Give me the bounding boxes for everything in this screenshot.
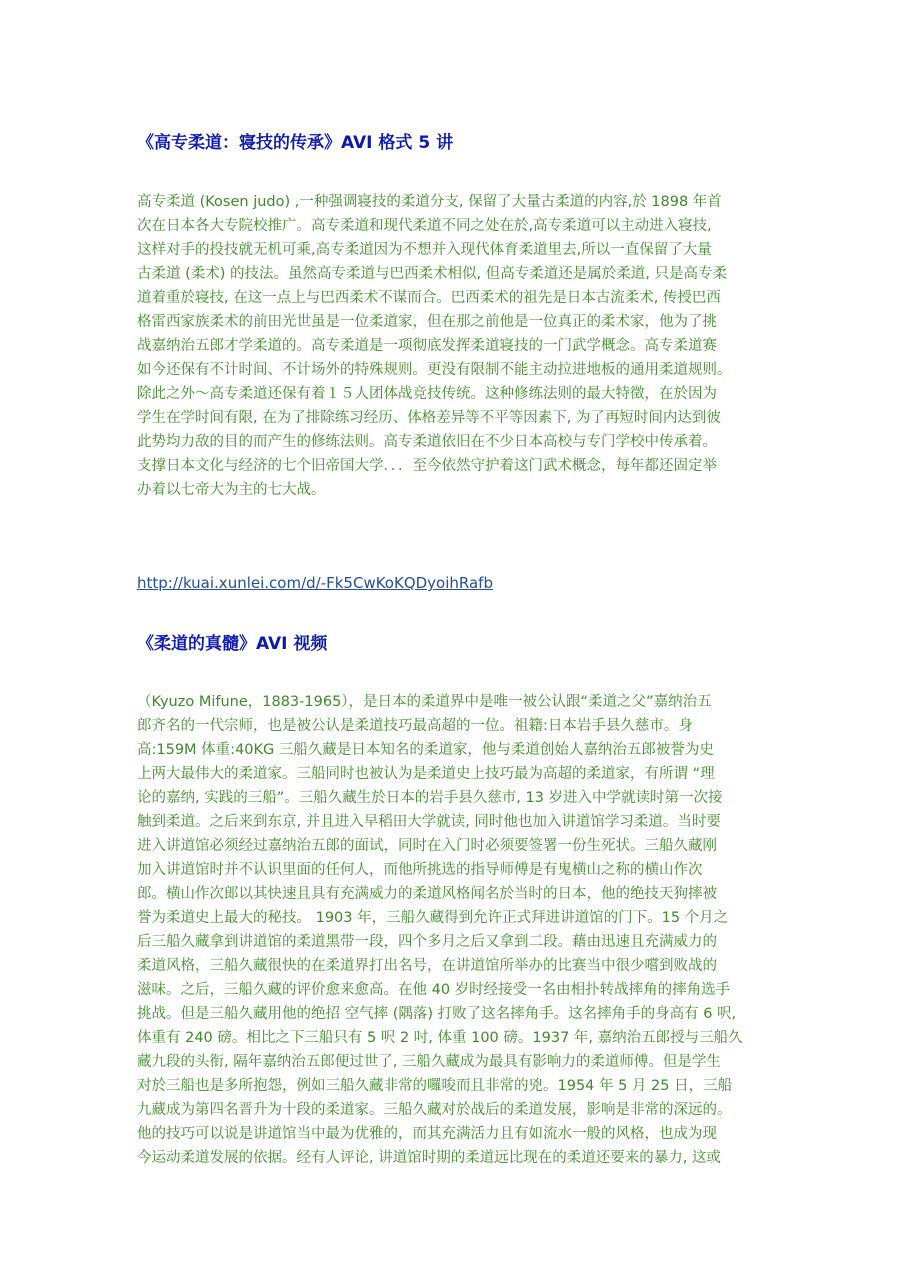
download-link[interactable]: http://kuai.xunlei.com/d/-Fk5CwKoKQDyoihRafb [137, 574, 493, 592]
paragraph-line: 除此之外～高专柔道还保有着１５人团体战竞技传统。这种修练法则的最大特徵，在於因为 [137, 386, 717, 402]
paragraph-line: 挑战。但是三船久藏用他的绝招 空气摔 (隅落) 打败了这名摔角手。这名摔角手的身高有 6 呎, [137, 1006, 737, 1022]
paragraph-line: 体重有 240 磅。相比之下三船只有 5 呎 2 吋, 体重 100 磅。1937 年, 嘉纳治五郎授与三船久 [137, 1030, 743, 1046]
paragraph-line: 道着重於寝技, 在这一点上与巴西柔术不谋而合。巴西柔术的祖先是日本古流柔术, 传授巴西 [137, 290, 721, 306]
paragraph-line: 古柔道 (柔术) 的技法。虽然高专柔道与巴西柔术相似, 但高专柔道还是属於柔道, 只是高专柔 [137, 266, 727, 282]
paragraph-line: 触到柔道。之后来到东京, 并且进入早稻田大学就读, 同时他也加入讲道馆学习柔道。当时要 [137, 814, 721, 830]
paragraph-line: 格雷西家族柔术的前田光世虽是一位柔道家，但在那之前他是一位真正的柔术家，他为了挑 [137, 314, 717, 330]
paragraph-line: 柔道风格，三船久藏很快的在柔道界打出名号，在讲道馆所举办的比赛当中很少嚐到败战的 [137, 958, 717, 974]
paragraph-line: 进入讲道馆必须经过嘉纳治五郎的面试，同时在入门时必须要签署一份生死状。三船久藏刚 [137, 838, 717, 854]
paragraph-line: 今运动柔道发展的依据。经有人评论, 讲道馆时期的柔道远比现在的柔道还要来的暴力, 这或 [137, 1150, 721, 1166]
paragraph-line: 上两大最伟大的柔道家。三船同时也被认为是柔道史上技巧最为高超的柔道家，有所谓 “理 [137, 766, 715, 782]
paragraph-line: 后三船久藏拿到讲道馆的柔道黑带一段，四个多月之后又拿到二段。藉由迅速且充满威力的 [137, 934, 717, 950]
paragraph-line: 他的技巧可以说是讲道馆当中最为优雅的，而其充满活力且有如流水一般的风格，也成为现 [137, 1126, 717, 1142]
paragraph-line: 高专柔道 (Kosen judo) ,一种强调寝技的柔道分支, 保留了大量古柔道的内容,於 1898 年首 [137, 194, 722, 210]
paragraph-line: 此势均力敌的目的而产生的修练法则。高专柔道依旧在不少日本高校与专门学校中传承着。 [137, 434, 717, 450]
section2-title: 《柔道的真髓》AVI 视频 [137, 634, 328, 654]
section1-paragraph [137, 190, 787, 502]
paragraph-line: （Kyuzo Mifune，1883-1965），是日本的柔道界中是唯一被公认跟“柔道之父”嘉纳治五 [137, 694, 712, 710]
section1-title: 《高专柔道：寝技的传承》AVI 格式 5 讲 [137, 133, 454, 153]
paragraph-line: 次在日本各大专院校推广。高专柔道和现代柔道不同之处在於,高专柔道可以主动进入寝技, [137, 218, 712, 234]
section2-paragraph [137, 690, 787, 1170]
paragraph-line: 论的嘉纳, 实践的三船”。三船久藏生於日本的岩手县久慈市, 13 岁进入中学就读时第一次接 [137, 790, 723, 806]
paragraph-line: 藏九段的头衔, 隔年嘉纳治五郎便过世了, 三船久藏成为最具有影响力的柔道师傅。但是学生 [137, 1054, 721, 1070]
paragraph-line: 誉为柔道史上最大的秘技。 1903 年，三船久藏得到允许正式拜进讲道馆的门下。15 个月之 [137, 910, 729, 926]
paragraph-line: 这样对手的投技就无机可乘,高专柔道因为不想并入现代体育柔道里去,所以一直保留了大量 [137, 242, 712, 258]
paragraph-line: 支撑日本文化与经济的七个旧帝国大学．．．至今依然守护着这门武术概念，每年都还固定举 [137, 458, 717, 474]
paragraph-line: 九藏成为第四名晋升为十段的柔道家。三船久藏对於战后的柔道发展，影响是非常的深远的。 [137, 1102, 732, 1118]
paragraph-line: 滋味。之后，三船久藏的评价愈来愈高。在他 40 岁时经接受一名由相扑转战摔角的摔角选手 [137, 982, 731, 998]
paragraph-line: 高:159M 体重:40KG 三船久藏是日本知名的柔道家，他与柔道创始人嘉纳治五郎被誉为史 [137, 742, 714, 758]
paragraph-line: 加入讲道馆时并不认识里面的任何人，而他所挑选的指导师傅是有鬼横山之称的横山作次 [137, 862, 703, 878]
paragraph-line: 战嘉纳治五郎才学柔道的。高专柔道是一项彻底发挥柔道寝技的一门武学概念。高专柔道赛 [137, 338, 717, 354]
paragraph-line: 办着以七帝大为主的七大战。 [137, 482, 326, 498]
paragraph-line: 郎。横山作次郎以其快速且具有充满威力的柔道风格闻名於当时的日本，他的绝技天狗摔被 [137, 886, 717, 902]
paragraph-line: 对於三船也是多所抱怨，例如三船久藏非常的囉唆而且非常的兇。1954 年 5 月 25 日，三船 [137, 1078, 733, 1094]
paragraph-line: 学生在学时间有限, 在为了排除练习经历、体格差异等不平等因素下, 为了再短时间内达到彼 [137, 410, 721, 426]
paragraph-line: 郎齐名的一代宗师，也是被公认是柔道技巧最高超的一位。祖籍:日本岩手县久慈市。身 [137, 718, 693, 734]
paragraph-line: 如今还保有不计时间、不计场外的特殊规则。更没有限制不能主动拉进地板的通用柔道规则。 [137, 362, 732, 378]
